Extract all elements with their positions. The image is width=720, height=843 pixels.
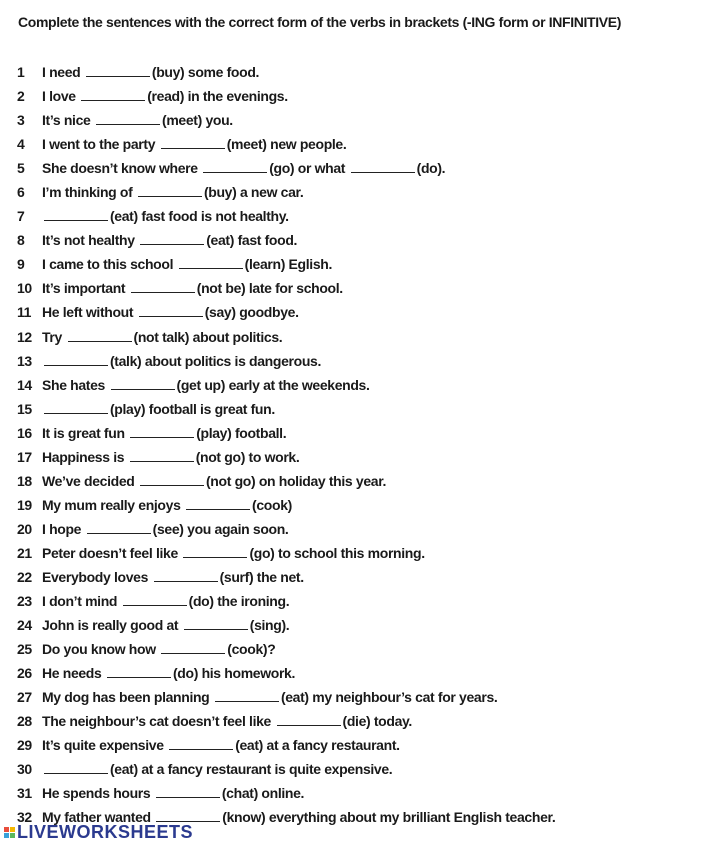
answer-blank[interactable] bbox=[203, 160, 267, 173]
sentence bbox=[42, 329, 282, 345]
exercise-item bbox=[0, 541, 720, 565]
exercise-item bbox=[0, 685, 720, 709]
exercise-item bbox=[0, 445, 720, 469]
sentence bbox=[42, 665, 295, 681]
sentence bbox=[42, 521, 288, 537]
sentence-text: (eat) at a fancy restaurant is quite expensive. bbox=[110, 761, 393, 778]
sentence-text: Happiness is bbox=[42, 448, 128, 465]
answer-blank[interactable] bbox=[161, 641, 225, 654]
logo-text: LIVEWORKSHEETS bbox=[17, 822, 194, 842]
sentence-text: We’ve decided bbox=[42, 472, 138, 489]
item-number: 23 bbox=[17, 593, 32, 610]
sentence-text: (go) to school this morning. bbox=[249, 544, 425, 561]
item-number: 28 bbox=[17, 713, 32, 730]
sentence-text: (surf) the net. bbox=[219, 569, 304, 585]
answer-blank[interactable] bbox=[277, 713, 341, 726]
exercise-item bbox=[0, 589, 720, 613]
sentence-text: (sing). bbox=[249, 617, 290, 634]
sentence-text: It’s important bbox=[42, 280, 129, 297]
item-number: 20 bbox=[17, 520, 32, 537]
answer-blank[interactable] bbox=[179, 256, 243, 269]
sentence-text: (cook) bbox=[252, 496, 292, 513]
answer-blank[interactable] bbox=[44, 761, 108, 774]
answer-blank[interactable] bbox=[44, 401, 108, 414]
sentence-text: I came to this school bbox=[42, 256, 177, 273]
sentence-text: (say) goodbye. bbox=[204, 304, 299, 321]
answer-blank[interactable] bbox=[86, 64, 150, 77]
exercise-item bbox=[0, 228, 720, 252]
answer-blank[interactable] bbox=[156, 809, 220, 822]
sentence bbox=[42, 136, 346, 152]
item-number: 30 bbox=[17, 761, 32, 778]
exercise-item bbox=[0, 349, 720, 373]
item-number: 4 bbox=[17, 136, 25, 153]
sentence bbox=[42, 377, 370, 393]
item-number: 2 bbox=[17, 88, 25, 105]
sentence bbox=[42, 737, 400, 753]
item-number: 15 bbox=[17, 400, 32, 417]
answer-blank[interactable] bbox=[183, 545, 247, 558]
sentence-text: I love bbox=[42, 88, 80, 105]
exercise-item bbox=[0, 709, 720, 733]
exercise-item bbox=[0, 204, 720, 228]
sentence bbox=[42, 184, 303, 200]
answer-blank[interactable] bbox=[68, 329, 132, 342]
sentence-text: It’s nice bbox=[42, 112, 95, 129]
sentence bbox=[42, 280, 343, 296]
sentence bbox=[42, 545, 425, 561]
sentence-text: (not talk) about politics. bbox=[133, 328, 283, 345]
sentence bbox=[42, 160, 445, 176]
sentence-text: I need bbox=[42, 64, 84, 81]
sentence-text: (see) you again soon. bbox=[152, 520, 289, 537]
sentence-text: She doesn’t know where bbox=[42, 160, 202, 177]
sentence-text: (chat) online. bbox=[221, 785, 305, 802]
exercise-item bbox=[0, 493, 720, 517]
answer-blank[interactable] bbox=[156, 785, 220, 798]
liveworksheets-logo bbox=[4, 822, 193, 843]
sentence bbox=[42, 232, 297, 248]
sentence-text: (play) football is great fun. bbox=[110, 400, 275, 417]
item-number: 17 bbox=[17, 448, 32, 465]
exercise-item bbox=[0, 733, 720, 757]
exercise-item bbox=[0, 84, 720, 108]
sentence-text: (do) the ironing. bbox=[188, 593, 290, 610]
sentence bbox=[42, 112, 233, 128]
sentence-text: (eat) fast food. bbox=[206, 232, 298, 249]
item-number: 18 bbox=[17, 472, 32, 489]
sentence-text: (play) football. bbox=[196, 424, 287, 441]
answer-blank[interactable] bbox=[130, 425, 194, 438]
exercise-item bbox=[0, 469, 720, 493]
item-number: 29 bbox=[17, 737, 32, 754]
answer-blank[interactable] bbox=[107, 665, 171, 678]
sentence bbox=[42, 689, 497, 705]
sentence bbox=[42, 304, 299, 320]
item-number: 19 bbox=[17, 496, 32, 513]
sentence-text: (not go) on holiday this year. bbox=[206, 472, 387, 489]
item-number: 8 bbox=[17, 232, 25, 249]
sentence-text: (buy) some food. bbox=[151, 64, 260, 81]
exercise-item bbox=[0, 397, 720, 421]
exercise-item bbox=[0, 325, 720, 349]
item-number: 21 bbox=[17, 544, 32, 561]
item-number: 27 bbox=[17, 689, 32, 706]
exercise-item bbox=[0, 276, 720, 300]
sentence bbox=[42, 713, 412, 729]
exercise-item bbox=[0, 300, 720, 324]
sentence-text: It’s not healthy bbox=[42, 232, 139, 249]
exercise-item bbox=[0, 252, 720, 276]
sentence-text: (not go) to work. bbox=[195, 448, 300, 465]
item-number: 16 bbox=[17, 424, 32, 441]
sentence-text: My father wanted bbox=[42, 809, 155, 826]
sentence-text: I went to the party bbox=[42, 136, 159, 153]
item-number: 5 bbox=[17, 160, 25, 177]
item-number: 6 bbox=[17, 184, 25, 201]
sentence-text: It is great fun bbox=[42, 424, 129, 441]
sentence bbox=[42, 641, 275, 657]
exercise-item bbox=[0, 421, 720, 445]
sentence-text: My mum really enjoys bbox=[42, 496, 185, 513]
sentence-text: My dog has been planning bbox=[42, 689, 213, 706]
item-number: 25 bbox=[17, 641, 32, 658]
sentence-text: (meet) new people. bbox=[226, 136, 347, 153]
exercise-item bbox=[0, 60, 720, 84]
sentence-text: (do) his homework. bbox=[173, 665, 296, 682]
answer-blank[interactable] bbox=[123, 593, 187, 606]
answer-blank[interactable] bbox=[184, 617, 248, 630]
sentence-text: (know) everything about my brilliant English teacher. bbox=[222, 809, 556, 826]
sentence bbox=[42, 569, 304, 585]
exercise-item bbox=[0, 565, 720, 589]
item-number: 7 bbox=[17, 208, 25, 225]
sentence bbox=[42, 761, 392, 777]
answer-blank[interactable] bbox=[44, 353, 108, 366]
item-number: 26 bbox=[17, 665, 32, 682]
sentence-text: John is really good at bbox=[42, 617, 182, 634]
item-number: 9 bbox=[17, 256, 25, 273]
item-number: 24 bbox=[17, 617, 32, 634]
exercise-item bbox=[0, 156, 720, 180]
sentence-text: He left without bbox=[42, 304, 137, 321]
sentence-text: It’s quite expensive bbox=[42, 737, 168, 754]
exercise-item bbox=[0, 517, 720, 541]
item-number: 13 bbox=[17, 352, 32, 369]
answer-blank[interactable] bbox=[81, 88, 145, 101]
sentence bbox=[42, 785, 304, 801]
item-number: 14 bbox=[17, 376, 32, 393]
instructions-heading: Complete the sentences with the correct form of the verbs in brackets (-ING form or INFINITIVE) bbox=[18, 14, 622, 30]
sentence-text: (eat) at a fancy restaurant. bbox=[235, 737, 400, 754]
sentence-text: (not be) late for school. bbox=[196, 280, 343, 297]
sentence-text: (read) in the evenings. bbox=[147, 88, 288, 105]
item-number: 3 bbox=[17, 112, 25, 129]
answer-blank[interactable] bbox=[186, 497, 250, 510]
item-number: 1 bbox=[17, 64, 25, 81]
sentence-text: He spends hours bbox=[42, 785, 154, 802]
item-number: 22 bbox=[17, 569, 32, 585]
sentence bbox=[42, 256, 332, 272]
exercise-item bbox=[0, 108, 720, 132]
answer-blank[interactable] bbox=[161, 136, 225, 149]
answer-blank[interactable] bbox=[130, 449, 194, 462]
sentence-text: She hates bbox=[42, 376, 109, 393]
exercise-item bbox=[0, 373, 720, 397]
logo-square bbox=[10, 827, 15, 832]
answer-blank[interactable] bbox=[96, 112, 160, 125]
answer-blank[interactable] bbox=[140, 473, 204, 486]
exercise-item bbox=[0, 180, 720, 204]
sentence bbox=[42, 64, 259, 80]
answer-blank[interactable] bbox=[139, 304, 203, 317]
sentence-text: (eat) my neighbour’s cat for years. bbox=[280, 689, 498, 706]
sentence-text: I don’t mind bbox=[42, 593, 121, 610]
item-number: 11 bbox=[17, 304, 32, 321]
sentence-text: He needs bbox=[42, 665, 105, 682]
exercise-item bbox=[0, 132, 720, 156]
sentence-text: (talk) about politics is dangerous. bbox=[110, 352, 321, 369]
sentence bbox=[42, 617, 289, 633]
sentence bbox=[42, 353, 321, 369]
answer-blank[interactable] bbox=[351, 160, 415, 173]
logo-square bbox=[4, 827, 9, 832]
answer-blank[interactable] bbox=[169, 737, 233, 750]
exercise-item bbox=[0, 613, 720, 637]
sentence-text: I hope bbox=[42, 520, 85, 537]
answer-blank[interactable] bbox=[215, 689, 279, 702]
sentence-text: (eat) fast food is not healthy. bbox=[110, 208, 289, 225]
sentence bbox=[42, 425, 286, 441]
answer-blank[interactable] bbox=[154, 569, 218, 582]
item-number: 12 bbox=[17, 328, 32, 345]
exercise-item bbox=[0, 637, 720, 661]
exercise-item bbox=[0, 781, 720, 805]
answer-blank[interactable] bbox=[44, 208, 108, 221]
exercise-item bbox=[0, 757, 720, 781]
sentence-text: (cook)? bbox=[227, 641, 276, 658]
item-number: 32 bbox=[17, 809, 32, 826]
answer-blank[interactable] bbox=[140, 232, 204, 245]
sentence bbox=[42, 88, 288, 104]
sentence-text: (die) today. bbox=[342, 713, 412, 730]
sentence bbox=[42, 401, 275, 417]
exercise-list bbox=[0, 60, 720, 830]
sentence bbox=[42, 449, 299, 465]
sentence-text: Try bbox=[42, 328, 66, 345]
sentence-text: (buy) a new car. bbox=[203, 184, 304, 201]
sentence bbox=[42, 593, 289, 609]
sentence-text: I’m thinking of bbox=[42, 184, 136, 201]
sentence-text: Do you know how bbox=[42, 641, 160, 658]
answer-blank[interactable] bbox=[138, 184, 202, 197]
answer-blank[interactable] bbox=[131, 280, 195, 293]
answer-blank[interactable] bbox=[87, 521, 151, 534]
sentence-text: (meet) you. bbox=[162, 112, 233, 129]
sentence-text: (go) or what bbox=[269, 160, 349, 177]
sentence bbox=[42, 473, 386, 489]
sentence-text: (learn) Eglish. bbox=[244, 256, 332, 273]
logo-icon bbox=[4, 827, 15, 838]
sentence-text: Peter doesn’t feel like bbox=[42, 544, 182, 561]
exercise-item bbox=[0, 661, 720, 685]
item-number: 31 bbox=[17, 785, 32, 802]
sentence-text: The neighbour’s cat doesn’t feel like bbox=[42, 713, 275, 730]
item-number: 10 bbox=[17, 280, 32, 297]
sentence-text: (get up) early at the weekends. bbox=[176, 376, 370, 393]
sentence bbox=[42, 208, 289, 224]
sentence-text: Everybody loves bbox=[42, 569, 152, 585]
sentence bbox=[42, 497, 292, 513]
sentence-text: (do). bbox=[416, 160, 446, 177]
answer-blank[interactable] bbox=[111, 377, 175, 390]
